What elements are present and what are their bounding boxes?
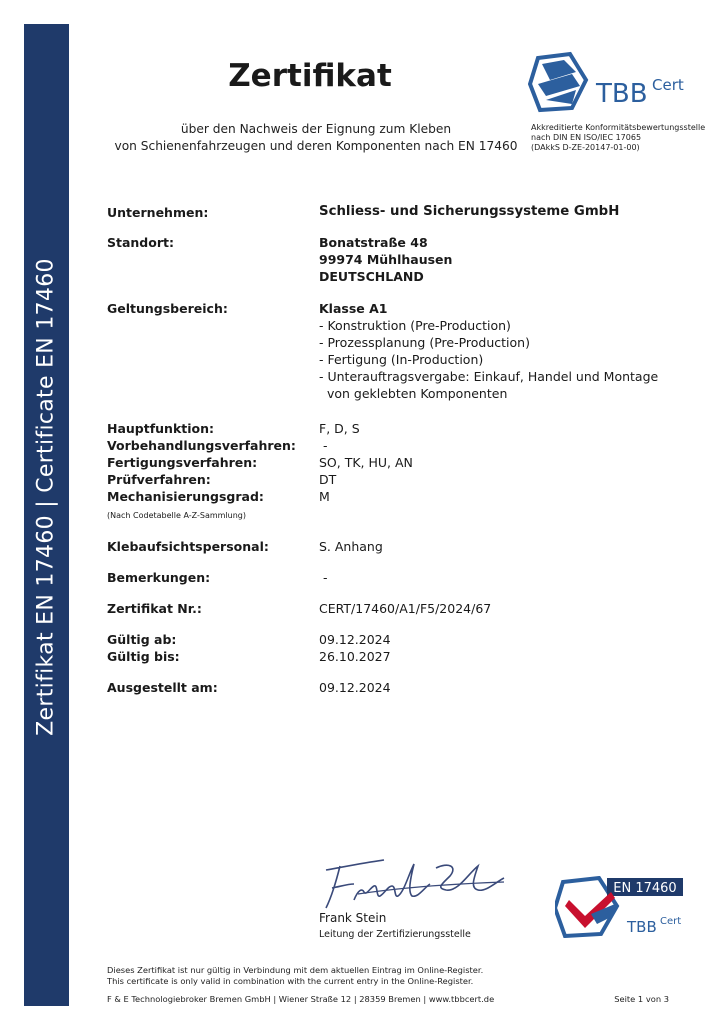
scope-item: - Fertigung (In-Production) <box>319 352 484 367</box>
company-label: Unternehmen: <box>107 205 209 220</box>
personnel-value: S. Anhang <box>319 539 383 554</box>
disclaimer-line: Dieses Zertifikat ist nur gültig in Verbindung mit dem aktuellen Eintrag im Online-Register. <box>107 965 484 975</box>
scope-value <box>319 300 658 402</box>
code-label-pretreatment: Vorbehandlungsverfahren: <box>107 438 296 453</box>
code-label-mechanization: Mechanisierungsgrad: <box>107 489 264 504</box>
page-subtitle <box>108 121 524 155</box>
accreditation-line: nach DIN EN ISO/IEC 17065 <box>531 133 642 142</box>
scope-item: - Unterauftragsvergabe: Einkauf, Handel und Montage <box>319 369 659 384</box>
valid-to-value: 26.10.2027 <box>319 649 391 664</box>
remarks-value: - <box>319 570 328 585</box>
sidebar-vertical-title: Zertifikat EN 17460 | Certificate EN 17460 <box>33 258 59 736</box>
personnel-label: Klebaufsichtspersonal: <box>107 539 269 554</box>
scope-class: Klasse A1 <box>319 301 388 316</box>
code-value-manufacturing: SO, TK, HU, AN <box>319 455 413 470</box>
issued-label: Ausgestellt am: <box>107 680 218 695</box>
code-value-testing: DT <box>319 472 337 487</box>
subtitle-line: von Schienenfahrzeugen und deren Komponenten nach EN 17460 <box>114 139 518 153</box>
accreditation-line: Akkreditierte Konformitätsbewertungsstelle <box>531 123 706 132</box>
badge-brand-sup: Cert <box>660 916 682 927</box>
scope-item: - Konstruktion (Pre-Production) <box>319 318 511 333</box>
page-title: Zertifikat <box>228 58 392 94</box>
location-label: Standort: <box>107 235 174 250</box>
location-value <box>319 234 452 285</box>
code-value-pretreatment: - <box>319 438 328 453</box>
code-value-mechanization: M <box>319 489 330 504</box>
scope-item: von geklebten Komponenten <box>319 386 508 401</box>
code-label-manufacturing: Fertigungsverfahren: <box>107 455 258 470</box>
scope-item: - Prozessplanung (Pre-Production) <box>319 335 530 350</box>
location-line: 99974 Mühlhausen <box>319 252 453 267</box>
accreditation-note <box>531 123 705 153</box>
remarks-label: Bemerkungen: <box>107 570 211 585</box>
location-line: DEUTSCHLAND <box>319 269 424 284</box>
logo-brand-sup: Cert <box>652 76 684 94</box>
codes-note: (Nach Codetabelle A-Z-Sammlung) <box>107 511 246 520</box>
page-number: Seite 1 von 3 <box>614 994 669 1004</box>
signatory-name: Frank Stein <box>319 911 387 925</box>
hexagon-logo-icon <box>530 54 586 110</box>
code-label-main-function: Hauptfunktion: <box>107 421 215 436</box>
accreditation-line: (DAkkS D-ZE-20147-01-00) <box>531 143 640 152</box>
cert-no-label: Zertifikat Nr.: <box>107 601 202 616</box>
badge-brand-main: TBB <box>627 918 657 936</box>
issued-value: 09.12.2024 <box>319 680 391 695</box>
scope-label: Geltungsbereich: <box>107 301 228 316</box>
valid-to-label: Gültig bis: <box>107 649 180 664</box>
logo-brand-main: TBB <box>596 79 648 109</box>
footer-address: F & E Technologiebroker Bremen GmbH | Wiener Straße 12 | 28359 Bremen | www.tbbcert.de <box>107 994 495 1004</box>
disclaimer-line: This certificate is only valid in combination with the current entry in the Online-Register. <box>107 975 474 986</box>
valid-from-label: Gültig ab: <box>107 632 177 647</box>
code-value-main-function: F, D, S <box>319 421 360 436</box>
location-line: Bonatstraße 48 <box>319 235 428 250</box>
cert-no-value: CERT/17460/A1/F5/2024/67 <box>319 601 492 616</box>
signatory-role: Leitung der Zertifizierungsstelle <box>319 929 471 940</box>
handwritten-signature <box>318 852 508 912</box>
tbbcert-logo <box>528 50 688 114</box>
code-label-testing: Prüfverfahren: <box>107 472 211 487</box>
validity-disclaimer <box>107 965 483 986</box>
valid-from-value: 09.12.2024 <box>319 632 391 647</box>
company-value: Schliess- und Sicherungssysteme GmbH <box>319 204 620 219</box>
subtitle-line: über den Nachweis der Eignung zum Kleben <box>180 122 452 136</box>
badge-title: EN 17460 <box>613 881 677 896</box>
en17460-badge <box>555 876 685 938</box>
